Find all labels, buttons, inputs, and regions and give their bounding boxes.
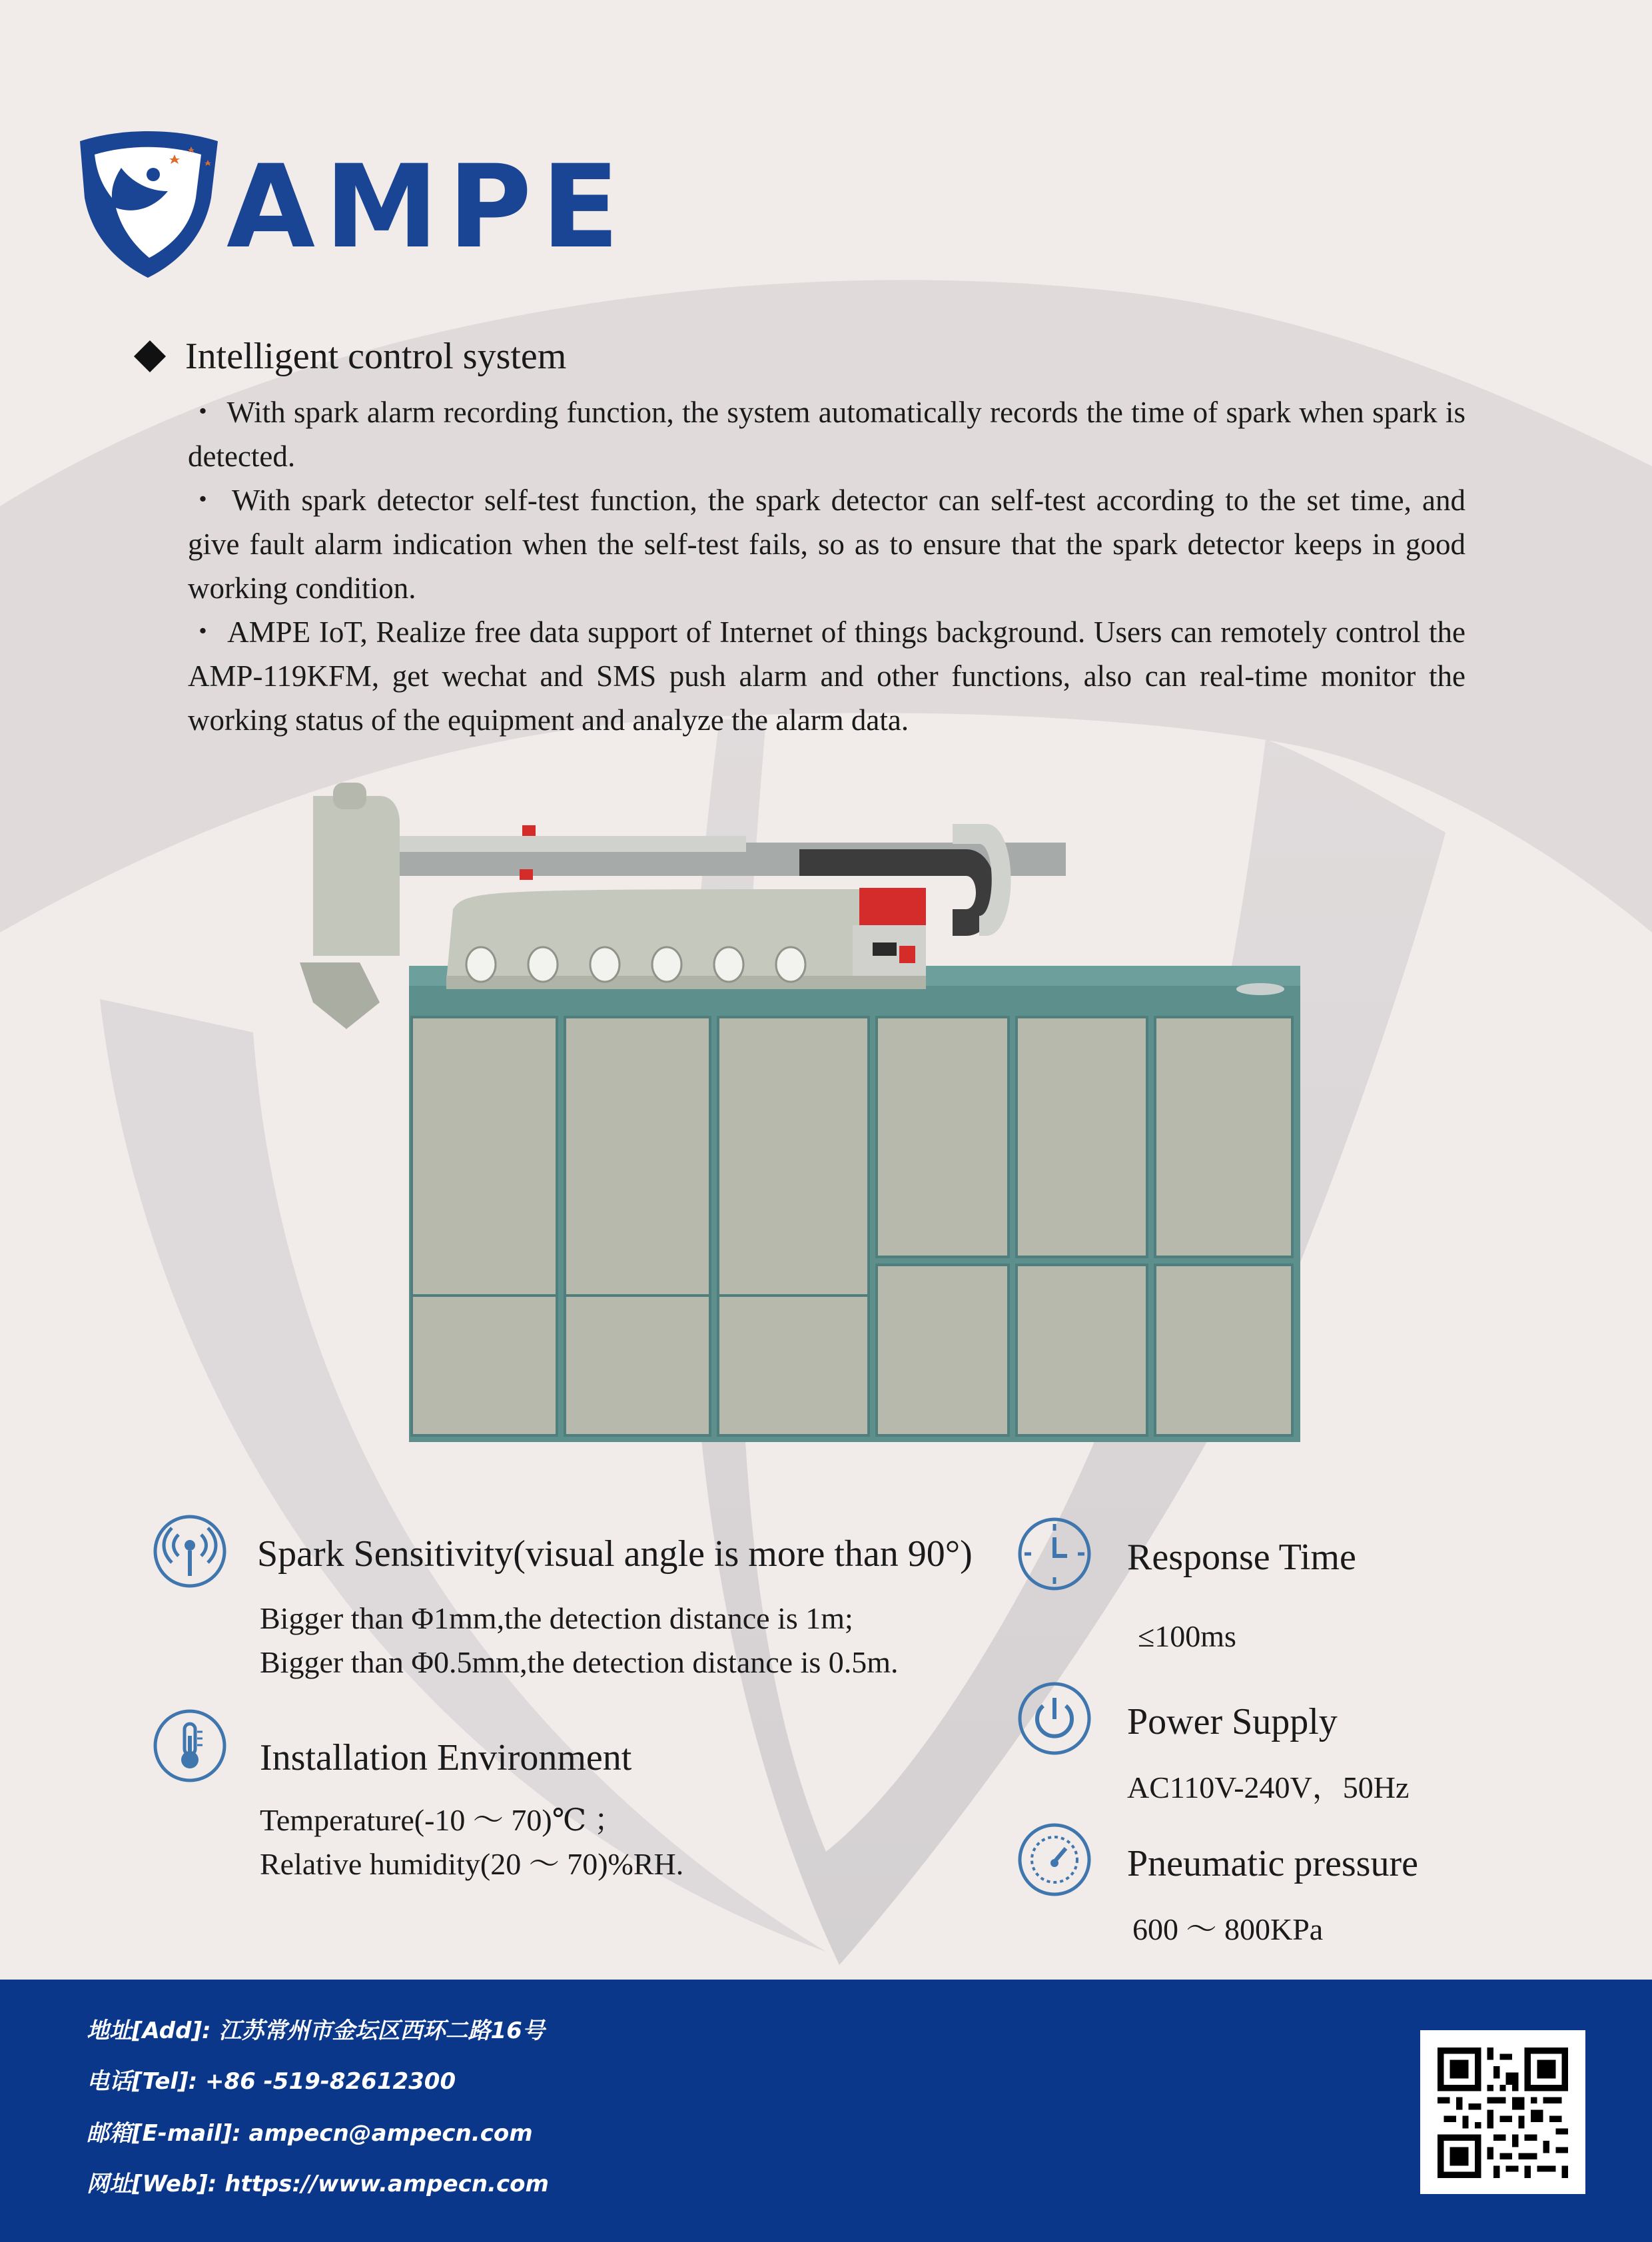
response-time-value: ≤100ms [1138,1619,1236,1653]
spark-sensitivity-title: Spark Sensitivity(visual angle is more than 90°) [257,1533,973,1575]
spark-sensitivity-line-2: Bigger than Φ0.5mm,the detection distance is 0.5m. [260,1645,899,1679]
gauge-icon [1018,1823,1091,1896]
brand-name: AMPE [226,140,629,274]
thermometer-icon [153,1709,226,1782]
signal-tower-icon [153,1515,226,1588]
footer-email: 邮箱[E-mail]: ampecn@ampecn.com [87,2120,533,2147]
section-heading-text: Intelligent control system [185,336,567,377]
footer-address: 地址[Add]: 江苏常州市金坛区西环二路16号 [87,2018,545,2044]
pneumatic-value: 600 ～ 800KPa [1132,1912,1324,1946]
power-supply-title: Power Supply [1127,1701,1338,1742]
paragraph-iot: ・ AMPE IoT, Realize free data support of Internet of things background. Users can remotely control the AMP-119KFM, get wechat and SMS push alarm and other functions, also can real-time monitor the working status of the equipment and analyze the alarm data. [188,615,1465,737]
clock-icon [1018,1517,1091,1591]
paragraph-spark-alarm: ・ With spark alarm recording function, the system automatically records the time of spark when spark is detected. [188,396,1465,473]
section-heading [139,333,566,380]
power-supply-value: AC110V-240V，50Hz [1127,1770,1410,1804]
footer-tel: 电话[Tel]: +86 -519-82612300 [87,2068,456,2095]
qr-code-icon [1438,2048,1568,2178]
spark-detection-machine-illustration [286,783,1306,1442]
feature-description [188,390,1465,742]
installation-title: Installation Environment [260,1737,632,1778]
spark-sensitivity-line-1: Bigger than Φ1mm,the detection distance is 1m; [260,1601,853,1635]
pneumatic-title: Pneumatic pressure [1127,1843,1418,1884]
footer-web[interactable]: 网址[Web]: https://www.ampecn.com [87,2171,549,2197]
power-icon [1018,1682,1091,1755]
response-time-title: Response Time [1127,1537,1356,1578]
ampe-logo [75,128,629,281]
installation-line-1: Temperature(-10 ～ 70)℃ ； [260,1803,625,1837]
diamond-bullet-icon [134,340,166,372]
paragraph-self-test: ・ With spark detector self-test function, the spark detector can self-test according to the set time, and give fault alarm indication when the self-test fails, so as to ensure that the spark detector keeps in good working condition. [188,484,1465,605]
qr-code [1420,2030,1585,2194]
installation-line-2: Relative humidity(20 ～ 70)%RH. [260,1847,684,1881]
contact-footer [0,1980,1652,2242]
